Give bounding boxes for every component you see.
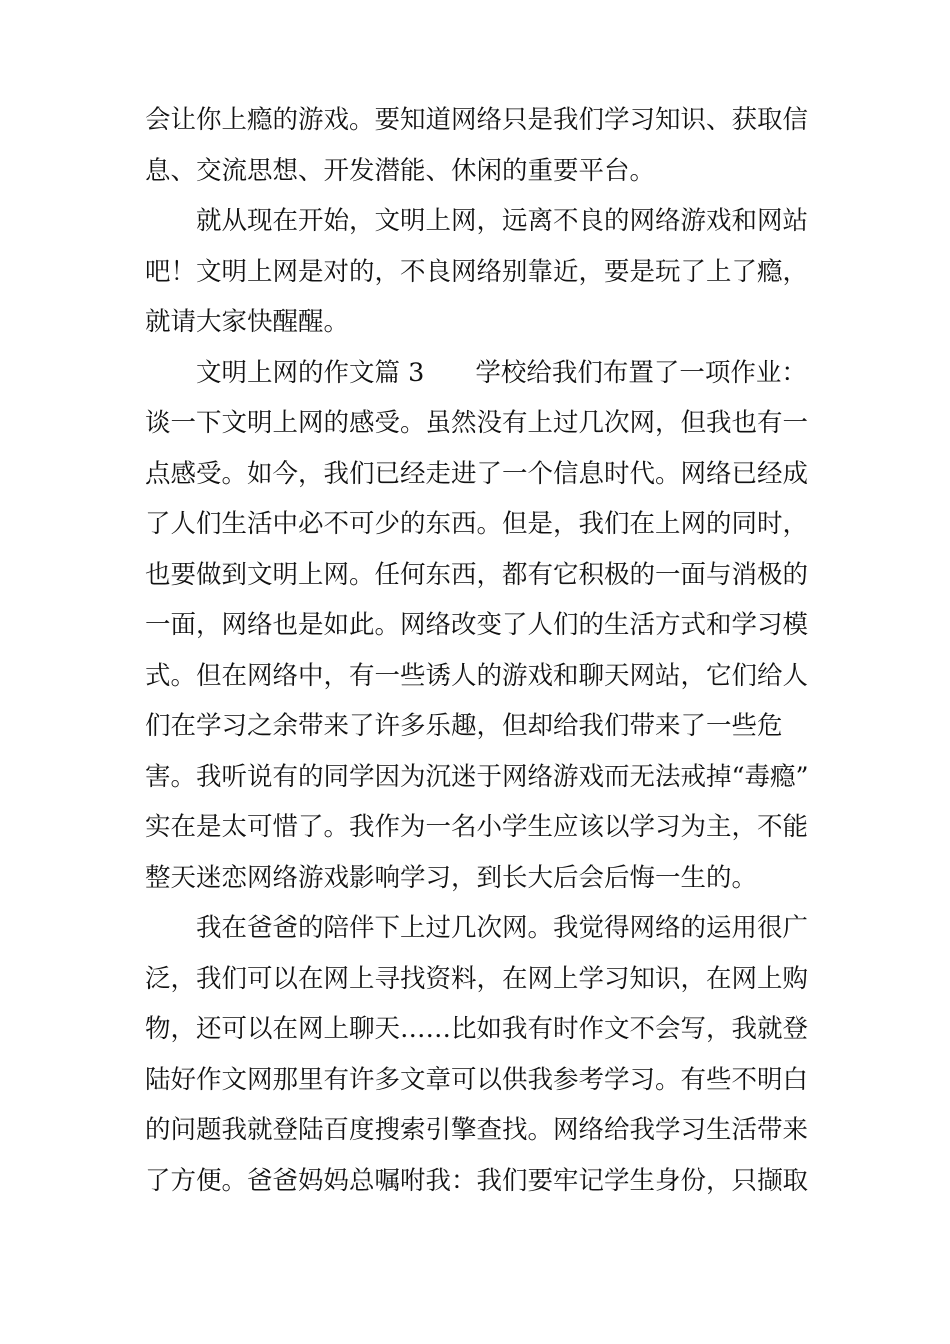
text-line: 也要做到文明上网。任何东西，都有它积极的一面与消极的 — [145, 559, 809, 590]
text-line: 实在是太可惜了。我作为一名小学生应该以学习为主，不能 — [145, 812, 809, 842]
text-line: 一面，网络也是如此。网络改变了人们的生活方式和学习模 — [145, 610, 809, 640]
text-line: 泛，我们可以在网上寻找资料，在网上学习知识，在网上购 — [145, 963, 809, 994]
text-line: 点感受。如今，我们已经走进了一个信息时代。网络已经成 — [145, 458, 809, 489]
text-line: 了人们生活中必不可少的东西。但是，我们在上网的同时， — [145, 509, 809, 539]
text-line: 会让你上瘾的游戏。要知道网络只是我们学习知识、获取信 — [145, 105, 809, 135]
text-line: 了方便。爸爸妈妈总嘱咐我：我们要牢记学生身份，只撷取 — [145, 1165, 809, 1196]
text-line: 害。我听说有的同学因为沉迷于网络游戏而无法戒掉“毒瘾” — [145, 761, 809, 792]
text-line: 整天迷恋网络游戏影响学习，到长大后会后悔一生的。 — [145, 862, 758, 893]
paragraph-start-line: 就从现在开始，文明上网，远离不良的网络游戏和网站 — [196, 206, 809, 236]
text-line: 式。但在网络中，有一些诱人的游戏和聊天网站，它们给人 — [145, 660, 809, 691]
text-line: 谈一下文明上网的感受。虽然没有上过几次网，但我也有一 — [145, 408, 809, 438]
section-heading-line: 文明上网的作文篇 3 学校给我们布置了一项作业： — [196, 357, 807, 388]
text-line: 陆好作文网那里有许多文章可以供我参考学习。有些不明白 — [145, 1064, 809, 1095]
essay-text — [145, 95, 810, 1206]
paragraph-start-line: 我在爸爸的陪伴下上过几次网。我觉得网络的运用很广 — [196, 913, 809, 943]
text-line: 吧！文明上网是对的，不良网络别靠近，要是玩了上了瘾， — [145, 256, 809, 287]
text-line: 的问题我就登陆百度搜索引擎查找。网络给我学习生活带来 — [145, 1115, 809, 1145]
text-line: 息、交流思想、开发潜能、休闲的重要平台。 — [145, 155, 656, 186]
text-line: 就请大家快醒醒。 — [145, 307, 350, 337]
text-line: 物，还可以在网上聊天……比如我有时作文不会写，我就登 — [145, 1014, 809, 1044]
text-line: 们在学习之余带来了许多乐趣，但却给我们带来了一些危 — [145, 711, 783, 741]
